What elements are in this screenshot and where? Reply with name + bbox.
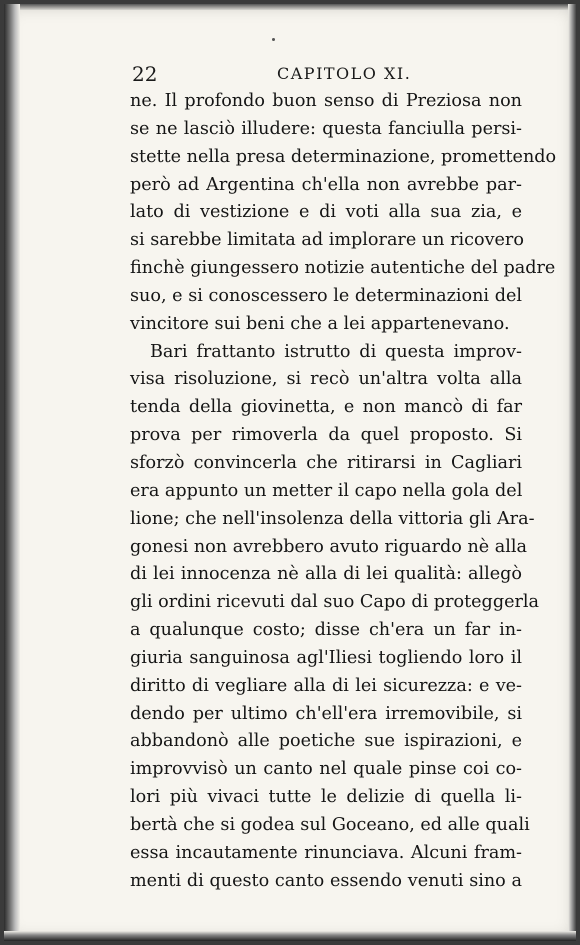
text-line: stette nella presa determinazione, promettendo xyxy=(130,146,557,167)
text-line: menti di questo canto essendo venuti sino a xyxy=(130,870,522,891)
text-line: essa incautamente rinunciava. Alcuni fram- xyxy=(130,842,522,863)
text-line: suo, e si conoscessero le determinazioni del xyxy=(130,285,522,306)
text-line: si sarebbe limitata ad implorare un ricovero xyxy=(130,230,524,251)
text-line: abbandonò alle poetiche sue ispirazioni, e xyxy=(130,731,522,752)
text-line: vincitore sui beni che a lei appartenevano. xyxy=(130,313,510,334)
page-number: 22 xyxy=(132,62,158,86)
page-gutter-shadow xyxy=(4,4,20,941)
text-line: finchè giungessero notizie autentiche del padre xyxy=(130,258,556,279)
page-top-edge xyxy=(4,4,576,10)
text-line: lato di vestizione e di voti alla sua zia, e xyxy=(130,202,522,223)
text-line: lione; che nell'insolenza della vittoria gli Ara- xyxy=(130,508,535,529)
text-line: se ne lasciò illudere: questa fanciulla persi- xyxy=(130,118,522,139)
text-line: improvvisò un canto nel quale pinse coi co- xyxy=(130,759,522,780)
text-line: ne. Il profondo buon senso di Preziosa non xyxy=(130,91,522,111)
text-line: lori più vivaci tutte le delizie di quella li- xyxy=(130,787,522,808)
running-head: CAPITOLO XI. xyxy=(277,64,412,83)
text-line: tenda della giovinetta, e non mancò di far xyxy=(130,397,522,418)
page-bottom-edge xyxy=(4,931,576,941)
book-page xyxy=(4,4,576,941)
page-header xyxy=(132,62,524,88)
text-line: però ad Argentina ch'ella non avrebbe par- xyxy=(130,174,522,195)
text-line: a qualunque costo; disse ch'era un far in- xyxy=(130,620,522,641)
text-line: era appunto un metter il capo nella gola del xyxy=(130,480,523,501)
ink-speck xyxy=(272,38,275,41)
text-line: di lei innocenza nè alla di lei qualità: allegò xyxy=(130,564,522,585)
body-text xyxy=(130,88,557,895)
text-line: bertà che si godea sul Goceano, ed alle quali xyxy=(130,814,530,835)
text-line: Bari frattanto istrutto di questa improv- xyxy=(150,341,522,362)
text-line: giuria sanguinosa agl'Iliesi togliendo loro il xyxy=(130,647,522,668)
text-line: visa risoluzione, si recò un'altra volta alla xyxy=(130,369,522,390)
text-line: prova per rimoverla da quel proposto. Si xyxy=(130,425,522,446)
text-line: diritto di vegliare alla di lei sicurezza: e ve- xyxy=(130,675,522,696)
text-line: gonesi non avrebbero avuto riguardo nè alla xyxy=(130,536,528,557)
text-line: sforzò convincerla che ritirarsi in Cagliari xyxy=(130,452,522,473)
text-line: gli ordini ricevuti dal suo Capo di proteggerla xyxy=(130,592,540,613)
text-line: dendo per ultimo ch'ell'era irremovibile, si xyxy=(130,703,522,724)
page-right-edge xyxy=(568,4,576,941)
